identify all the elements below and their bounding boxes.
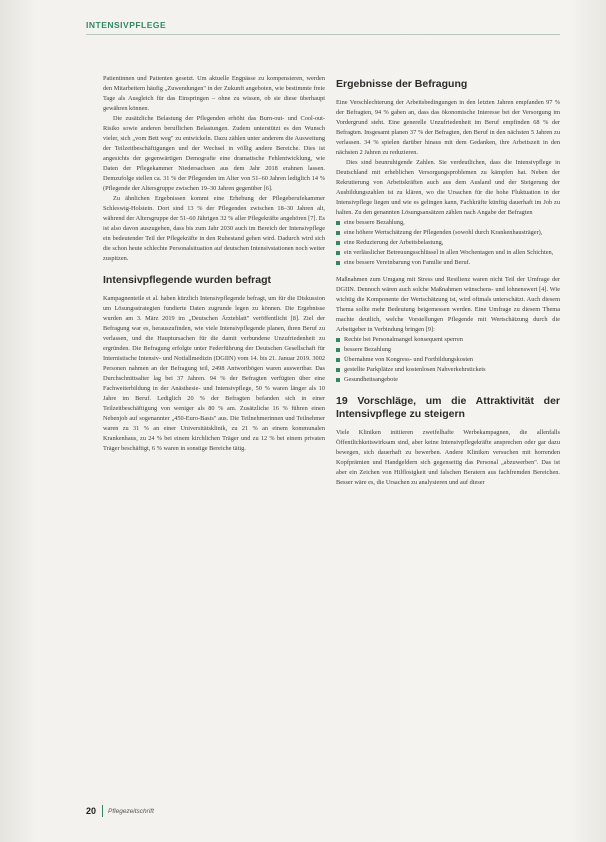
paragraph: Viele Kliniken initiieren zweifelhafte Werbekampagnen, die allenfalls Öffentlichkeitswirksam sind, aber keine Intensivpflegekräfte ansprechen oder gar dazu bewegen, sich dauerhaft zu bewerben. Andere Kliniken versuchen mit horrenden Kopfprämien und Handgeldern sich gegenseitig das Personal „abzuwerben". Das ist aber ein Zeichen von Hilflosigkeit und falschen Beratern aus fachfremden Bereichen. Besser wäre es, die Ursachen zu analysieren und auf dieser (336, 429, 560, 486)
section-heading: Intensivpflegende wurden befragt (103, 274, 272, 286)
magazine-name: Pflegezeitschrift (108, 807, 154, 815)
list-item: gestellte Parkplätze und kostenlosen Nahverkehrstickets (336, 365, 560, 375)
section-label: INTENSIVPFLEGE (86, 20, 167, 30)
list-item: eine bessere Bezahlung, (336, 218, 560, 228)
paragraph: Maßnahmen zum Umgang mit Stress und Resilienz waren nicht Teil der Umfrage der DGIIN. Dennoch wären auch solche Maßnahmen wünschens- und lohnenswert [4]. Wie wichtig die Komponente der Wertschätzung ist, wird oftmals unterschätzt. Auch diesem Thema sollte mehr Bedeutung beigemessen werden. Eine Umfrage zu diesem Thema machte deutlich, welche Vorstellungen Pflegende mit Wertschätzung durch die Arbeitgeber in Verbindung bringen [9]: (336, 276, 560, 333)
appreciation-list (336, 335, 560, 385)
page-footer (86, 805, 154, 817)
header-divider (86, 34, 560, 35)
list-item: eine Reduzierung der Arbeitsbelastung, (336, 238, 560, 248)
list-item: Rechte bei Personalmangel konsequent sperren (336, 335, 560, 345)
list-item: Gesundheitsangebote (336, 375, 560, 385)
paragraph: Eine Verschlechterung der Arbeitsbedingungen in den letzten Jahren empfanden 97 % der Befragten, 94 % gaben an, dass das ökonomische Interesse bei der Versorgung im Vordergrund steht. Eine generelle Unzufriedenheit im Beruf empfinden 68 % der Befragten. Insgesamt planen 37 % der Befragten, den Beruf in den nächsten 5 Jahren zu verlassen. 34 % spielen darüber hinaus mit dem Gedanken, ihre Arbeitszeit in den nächsten 2 Jahren zu reduzieren. (336, 99, 560, 156)
paragraph: Kampagnenteile et al. haben kürzlich Intensivpflegende befragt, um für die Diskussion um Lösungsstrategien fundierte Daten zugrunde legen zu können. Die Ergebnisse wurden am 3. März 2019 im „Deutschen Ärzteblatt" veröffentlicht [8]. Ziel der Befragung war es, herauszufinden, wie viele Intensivpflegende planen, ihren Beruf zu verlassen, und die Hauptursachen für die damit verbundene Unzufriedenheit zu ergründen. Die Befragung erfolgte unter Federführung der Deutschen Gesellschaft für Internistische Intensiv- und Notfallmedizin (DGIIN) vom 14. bis 21. Januar 2019. 3002 Personen nahmen an der Befragung teil, 2498 Antwortbögen waren auswertbar. Das Durchschnittsalter lag bei 37 Jahren. 94 % der Befragten verfügten über eine Fachweiterbildung in der Anästhesie- und Intensivpflege, 50 % waren länger als 10 Jahre im Beruf. Lediglich 20 % der Befragten befanden sich in einer Teilzeitbeschäftigung von weniger als 80 % am. Zusätzliche 16 % führen einen Nebenjob auf sogenannter „450-Euro-Basis" aus. Die Teilnehmerinnen und Teilnehmer waren zu 31 % an einer Universitätsklinik, zu 21 % an einem kommunalen Krankenhaus, zu 24 % bei einem kirchlichen Träger und zu 12 % bei einem privaten Träger beschäftigt, 6 % waren in sonstige Bereiche tätig. (103, 295, 325, 452)
paragraph: Patientinnen und Patienten gesetzt. Um aktuelle Engpässe zu kompensieren, werden den Mitarbeitern häufig „Zuwendungen" in der Zukunft angeboten, wie bestimmte freie Tage als Ausgleich für das Einspringen – ohne zu wissen, ob sie diese überhaupt gewähren können. (103, 75, 325, 112)
paragraph: Dies sind beunruhigende Zahlen. Sie verdeutlichen, dass die Intensivpflege in Deutschland mit erheblichen Versorgungsproblemen zu kämpfen hat. Neben der Rekrutierung von Arbeitskräften auch aus dem Ausland und der Steigerung der Ausbildungszahlen ist zu klären, wo die Ursachen für die hohe Fluktuation in der Intensivpflege liegen und wie es gelingen kann, Fachkräfte künftig dauerhaft im Job zu halten. Zu den genannten Lösungsansätzen zählen nach Angabe der Befragten (336, 159, 560, 216)
left-column (103, 74, 325, 454)
section-heading: Ergebnisse der Befragung (336, 78, 468, 90)
solutions-list (336, 218, 560, 268)
list-item: bessere Bezahlung (336, 345, 560, 355)
spacer (336, 268, 560, 275)
paragraph: Die zusätzliche Belastung der Pflegenden erhöht das Burn-out- und Cool-out-Risiko sowie anderen beruflichen Belastungen. Zudem unterstützt es den Wunsch vieler, sich „vom Bett weg" zu entwickeln. Dazu zählen unter anderem die Ausweitung der Teilzeitbeschäftigungen und der Wechsel in völlig andere Bereiche. Dies ist angesichts der gegenwärtigen Demografie eine dramatische Fehlentwicklung, wie Daten der Pflegekammer Niedersachsen aus dem Jahr 2018 erahnen lassen. Demzufolge stellen ca. 31 % der Pflegenden im Alter von 51–60 Jahren lediglich 14 % (Pflegende der Altersgruppe zwischen 19–30 Jahren gegenüber [6]. (103, 115, 325, 192)
right-column (336, 78, 560, 488)
paragraph: Zu ähnlichen Ergebnissen kommt eine Erhebung der Pflegeberufekammer Schleswig-Holstein. Dort sind 13 % der Pflegenden zwischen 18–30 Jahren alt, während der Altersgruppe der 51–60 Jährigen 32 % aller Pflegekräfte angehören [7]. Es ist also davon auszugehen, dass bis zum Jahr 2030 auch im Bereich der Intensivpflege ein bedeutender Teil der Pflegekräfte in den Ruhestand gehen wird. Dadurch wird sich die schon heute schlechte Personalsituation auf deutschen Intensivstationen noch weiter zuspitzen. (103, 195, 325, 262)
list-item: eine höhere Wertschätzung der Pflegenden (sowohl durch Krankenhausträger), (336, 228, 560, 238)
section-header (86, 20, 202, 30)
section-heading: 19 Vorschläge, um die Attraktivität der Intensivpflege zu steigern (336, 395, 560, 420)
list-item: eine bessere Vereinbarung von Familie und Beruf. (336, 258, 560, 268)
page-number: 20 (86, 806, 97, 816)
list-item: ein verlässlicher Betreuungsschlüssel in allen Wochentagen und in allen Schichten, (336, 248, 560, 258)
footer-divider (102, 805, 103, 817)
list-item: Übernahme von Kongress- und Fortbildungskosten (336, 355, 560, 365)
